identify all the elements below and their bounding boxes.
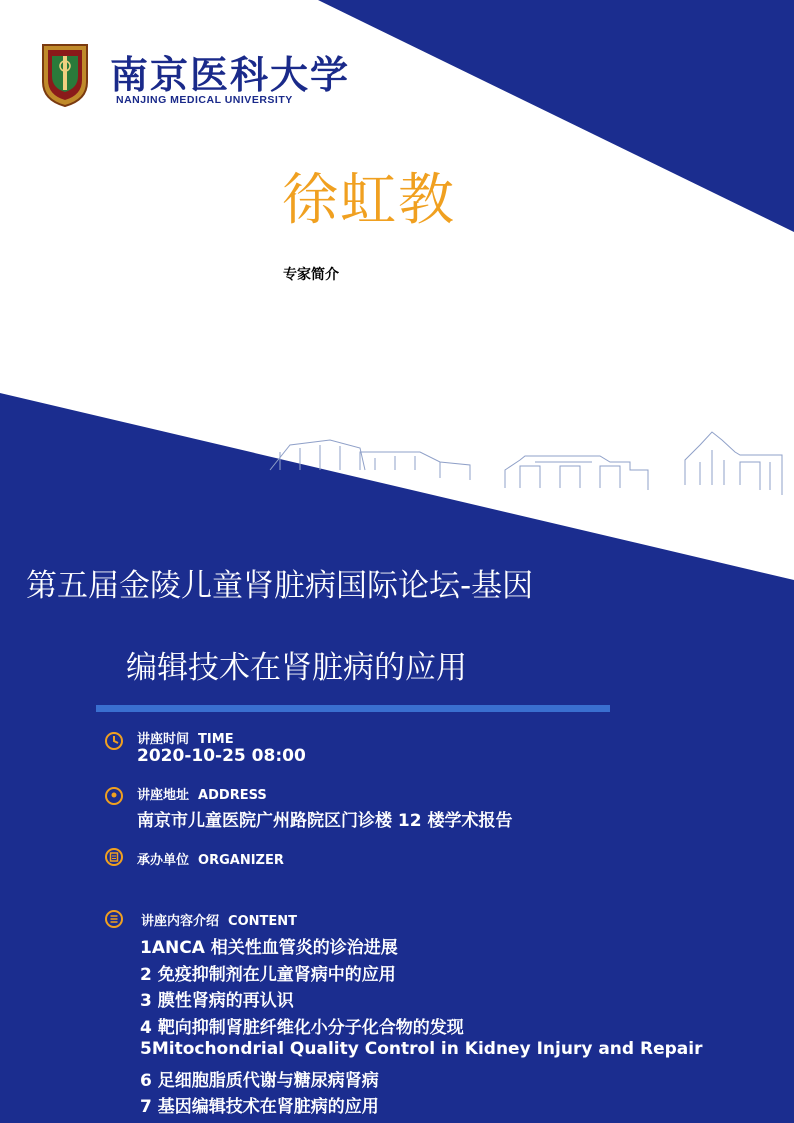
content-item-2: 2 免疫抑制剂在儿童肾病中的应用 [140,965,396,985]
event-title-line1: 第五届金陵儿童肾脏病国际论坛-基因 [26,568,534,604]
content-item-7: 7 基因编辑技术在肾脏病的应用 [140,1097,379,1117]
content-item-4: 4 靶向抑制肾脏纤维化小分子化合物的发现 [140,1018,464,1038]
title-divider-line [96,705,610,712]
university-name-cn: 南京医科大学 [110,52,351,97]
content-item-5: 5Mitochondrial Quality Control in Kidney Injury and Repair [140,1039,703,1059]
content-label: 讲座内容介绍 CONTENT [141,914,298,929]
time-label: 讲座时间 TIME [137,732,234,747]
list-icon [104,909,124,933]
organizer-label: 承办单位 ORGANIZER [137,853,284,868]
location-pin-icon [104,786,124,810]
building-icon [104,847,124,871]
clock-icon [104,731,124,755]
content-item-1: 1ANCA 相关性血管炎的诊治进展 [140,938,398,958]
address-label: 讲座地址 ADDRESS [137,788,267,803]
address-value: 南京市儿童医院广州路院区门诊楼 12 楼学术报告 [137,811,513,831]
university-logo [40,42,90,108]
event-title-line2: 编辑技术在肾脏病的应用 [126,650,467,686]
content-item-3: 3 膜性肾病的再认识 [140,991,294,1011]
speaker-intro-label: 专家简介 [283,267,339,283]
university-emblem-icon [40,42,90,108]
content-item-6: 6 足细胞脂质代谢与糖尿病肾病 [140,1071,379,1091]
speaker-name: 徐虹教 [282,168,456,233]
university-name-en: NANJING MEDICAL UNIVERSITY [116,94,293,106]
time-value: 2020-10-25 08:00 [137,746,306,766]
